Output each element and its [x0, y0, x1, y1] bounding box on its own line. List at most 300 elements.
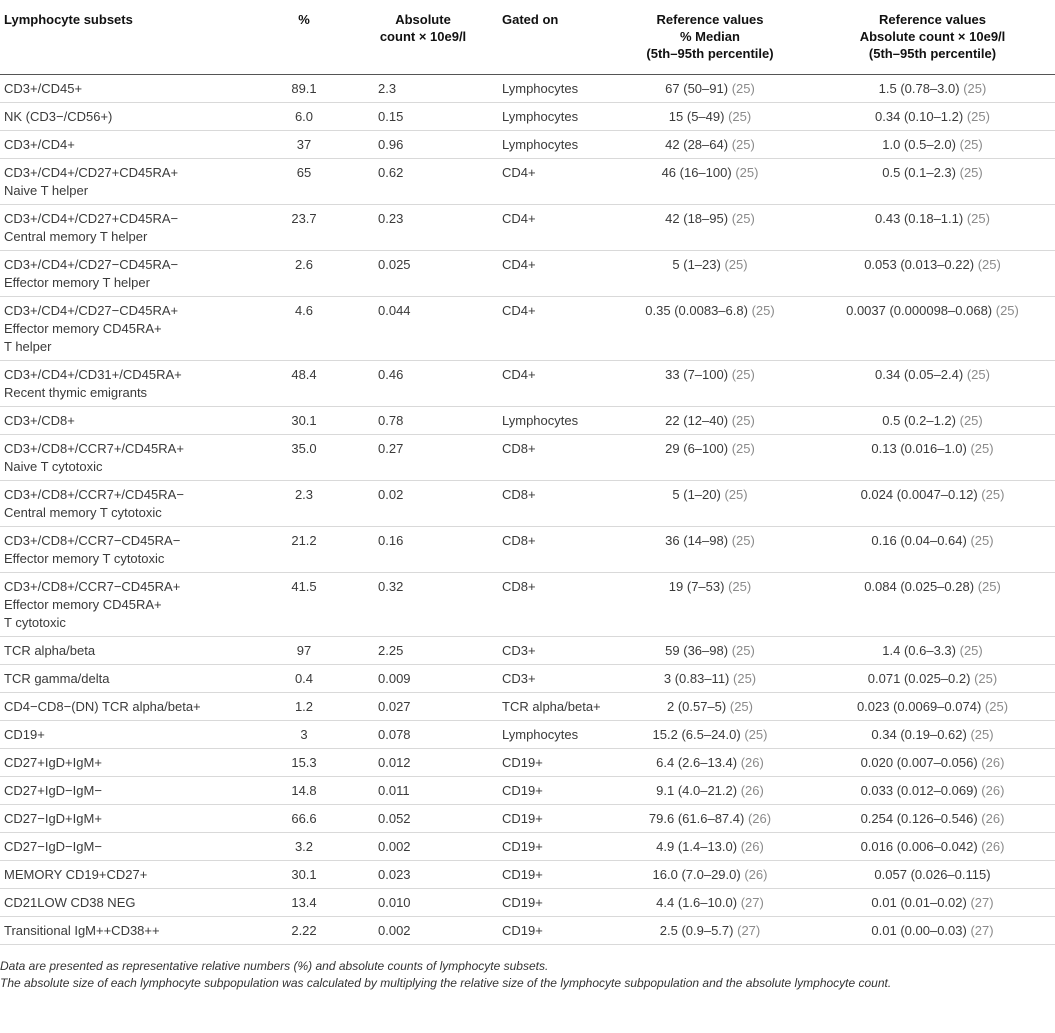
cell-absolute-count: 0.044	[378, 303, 411, 318]
citation-reference: (26)	[981, 755, 1005, 770]
subset-line: Central memory T helper	[4, 229, 148, 244]
cell-lymphocyte-subset	[0, 251, 260, 297]
cell-lymphocyte-subset	[0, 861, 260, 889]
cell-percent: 30.1	[291, 413, 317, 428]
cell-ref-absolute	[810, 573, 1055, 637]
citation-reference: (25)	[963, 81, 987, 96]
reference-value: 0.34 (0.19–0.62)	[871, 727, 967, 742]
subset-line: Effector memory T helper	[4, 275, 150, 290]
table-header-row	[0, 0, 1055, 75]
cell-lymphocyte-subset	[0, 573, 260, 637]
cell-gated-on: CD4+	[502, 211, 536, 226]
citation-reference: (26)	[740, 755, 764, 770]
cell-ref-absolute	[810, 721, 1055, 749]
header-ref-absolute-line1: Reference values	[879, 12, 986, 27]
subset-line: CD3+/CD4+/CD27−CD45RA−	[4, 257, 179, 272]
citation-reference: (26)	[981, 811, 1005, 826]
cell-lymphocyte-subset	[0, 665, 260, 693]
citation-reference: (25)	[977, 579, 1001, 594]
subset-line: Effector memory CD45RA+	[4, 597, 162, 612]
cell-ref-percent	[610, 637, 810, 665]
citation-reference: (25)	[724, 487, 748, 502]
cell-lymphocyte-subset	[0, 721, 260, 749]
subset-line: CD3+/CD8+/CCR7−CD45RA−	[4, 533, 181, 548]
citation-reference: (25)	[970, 727, 994, 742]
reference-value: 0.084 (0.025–0.28)	[864, 579, 975, 594]
cell-percent: 15.3	[291, 755, 317, 770]
citation-reference: (26)	[981, 783, 1005, 798]
subset-line: CD4−CD8−(DN) TCR alpha/beta+	[4, 699, 201, 714]
cell-absolute-count: 2.25	[378, 643, 404, 658]
header-lymphocyte-subsets: Lymphocyte subsets	[4, 12, 133, 27]
citation-reference: (25)	[959, 413, 983, 428]
cell-percent: 1.2	[294, 699, 314, 714]
reference-value: 3 (0.83–11)	[663, 671, 730, 686]
citation-reference: (25)	[729, 699, 753, 714]
cell-absolute-count: 0.052	[378, 811, 411, 826]
citation-reference: (27)	[970, 923, 994, 938]
cell-percent: 97	[296, 643, 312, 658]
reference-value: 0.43 (0.18–1.1)	[875, 211, 964, 226]
cell-ref-percent	[610, 805, 810, 833]
citation-reference: (25)	[731, 441, 755, 456]
table-row	[0, 573, 1055, 637]
footnote-1: Data are presented as representative relative numbers (%) and absolute counts of lymphocyte subsets.	[0, 959, 549, 973]
cell-absolute-count: 0.009	[378, 671, 411, 686]
cell-percent: 37	[296, 137, 312, 152]
cell-ref-absolute	[810, 665, 1055, 693]
cell-ref-absolute	[810, 749, 1055, 777]
cell-lymphocyte-subset	[0, 693, 260, 721]
cell-absolute-count: 0.23	[378, 211, 404, 226]
cell-percent: 4.6	[294, 303, 314, 318]
reference-value: 0.0037 (0.000098–0.068)	[846, 303, 993, 318]
subset-line: CD3+/CD4+/CD27−CD45RA+	[4, 303, 179, 318]
cell-gated-on: CD19+	[502, 783, 543, 798]
cell-percent: 2.3	[294, 487, 314, 502]
table-row	[0, 749, 1055, 777]
citation-reference: (25)	[984, 699, 1009, 714]
reference-value: 29 (6–100)	[665, 441, 729, 456]
citation-reference: (25)	[731, 413, 755, 428]
cell-percent: 66.6	[291, 811, 317, 826]
cell-ref-percent	[610, 251, 810, 297]
cell-percent: 3.2	[294, 839, 314, 854]
cell-ref-absolute	[810, 481, 1055, 527]
cell-percent: 14.8	[291, 783, 317, 798]
reference-value: 0.35 (0.0083–6.8)	[645, 303, 748, 318]
reference-value: 0.057 (0.026–0.115)	[874, 867, 991, 882]
citation-reference: (25)	[724, 257, 748, 272]
cell-gated-on: CD8+	[502, 441, 536, 456]
subset-line: Transitional IgM++CD38++	[4, 923, 160, 938]
subset-line: TCR alpha/beta	[4, 643, 96, 658]
cell-absolute-count: 0.78	[378, 413, 404, 428]
cell-ref-percent	[610, 749, 810, 777]
cell-ref-absolute	[810, 693, 1055, 721]
cell-lymphocyte-subset	[0, 777, 260, 805]
header-ref-percent	[610, 0, 810, 75]
cell-lymphocyte-subset	[0, 297, 260, 361]
cell-gated-on: CD8+	[502, 487, 536, 502]
subset-line: CD27−IgD−IgM−	[4, 839, 102, 854]
citation-reference: (25)	[751, 303, 775, 318]
reference-value: 42 (18–95)	[665, 211, 729, 226]
reference-value: 5 (1–23)	[672, 257, 721, 272]
cell-gated-on: Lymphocytes	[502, 81, 579, 96]
reference-value: 0.34 (0.05–2.4)	[875, 367, 964, 382]
cell-ref-absolute	[810, 861, 1055, 889]
table-footnotes	[0, 945, 1055, 992]
cell-gated-on: CD8+	[502, 579, 536, 594]
citation-reference: (26)	[744, 867, 768, 882]
cell-lymphocyte-subset	[0, 75, 260, 103]
cell-ref-absolute	[810, 131, 1055, 159]
citation-reference: (25)	[731, 367, 755, 382]
citation-reference: (27)	[970, 895, 994, 910]
cell-gated-on: CD19+	[502, 811, 543, 826]
table-row	[0, 833, 1055, 861]
cell-ref-percent	[610, 889, 810, 917]
citation-reference: (25)	[977, 257, 1001, 272]
citation-reference: (25)	[981, 487, 1005, 502]
cell-gated-on: Lymphocytes	[502, 727, 579, 742]
cell-absolute-count: 0.002	[378, 923, 411, 938]
subset-line: CD27+IgD−IgM−	[4, 783, 102, 798]
reference-value: 0.01 (0.00–0.03)	[871, 923, 967, 938]
cell-ref-percent	[610, 861, 810, 889]
cell-percent: 35.0	[291, 441, 317, 456]
subset-line: CD3+/CD8+/CCR7+/CD45RA+	[4, 441, 184, 456]
header-ref-percent-line1: Reference values	[656, 12, 764, 27]
subset-line: CD27−IgD+IgM+	[4, 811, 102, 826]
cell-absolute-count: 0.62	[378, 165, 404, 180]
cell-absolute-count: 0.010	[378, 895, 411, 910]
header-ref-percent-line2: % Median	[680, 29, 740, 44]
cell-ref-absolute	[810, 917, 1055, 945]
cell-lymphocyte-subset	[0, 435, 260, 481]
subset-line: T helper	[4, 339, 52, 354]
citation-reference: (25)	[970, 533, 994, 548]
cell-lymphocyte-subset	[0, 361, 260, 407]
cell-ref-absolute	[810, 435, 1055, 481]
citation-reference: (25)	[959, 643, 983, 658]
reference-value: 2 (0.57–5)	[666, 699, 727, 714]
cell-absolute-count: 0.011	[378, 783, 410, 798]
reference-value: 67 (50–91)	[665, 81, 729, 96]
cell-lymphocyte-subset	[0, 805, 260, 833]
cell-ref-percent	[610, 917, 810, 945]
cell-gated-on: CD8+	[502, 533, 536, 548]
cell-lymphocyte-subset	[0, 481, 260, 527]
cell-gated-on: CD3+	[502, 671, 536, 686]
table-row	[0, 205, 1055, 251]
reference-value: 5 (1–20)	[672, 487, 721, 502]
cell-percent: 48.4	[291, 367, 317, 382]
citation-reference: (25)	[970, 441, 994, 456]
table-row	[0, 103, 1055, 131]
cell-percent: 13.4	[291, 895, 317, 910]
table-row	[0, 251, 1055, 297]
cell-ref-absolute	[810, 637, 1055, 665]
table-row	[0, 917, 1055, 945]
cell-ref-absolute	[810, 805, 1055, 833]
citation-reference: (26)	[981, 839, 1005, 854]
subset-line: CD21LOW CD38 NEG	[4, 895, 136, 910]
cell-absolute-count: 0.012	[378, 755, 411, 770]
reference-value: 19 (7–53)	[668, 579, 725, 594]
header-absolute-line1: Absolute	[395, 12, 451, 27]
header-absolute-count	[348, 0, 498, 75]
subset-line: Central memory T cytotoxic	[4, 505, 162, 520]
cell-lymphocyte-subset	[0, 131, 260, 159]
cell-ref-percent	[610, 481, 810, 527]
reference-value: 6.4 (2.6–13.4)	[656, 755, 738, 770]
reference-value: 0.5 (0.1–2.3)	[882, 165, 956, 180]
cell-ref-percent	[610, 159, 810, 205]
cell-lymphocyte-subset	[0, 159, 260, 205]
citation-reference: (25)	[966, 367, 990, 382]
citation-reference: (25)	[735, 165, 759, 180]
reference-value: 0.5 (0.2–1.2)	[882, 413, 956, 428]
subset-line: Recent thymic emigrants	[4, 385, 148, 400]
cell-absolute-count: 0.02	[378, 487, 404, 502]
citation-reference: (25)	[974, 671, 998, 686]
table-row	[0, 527, 1055, 573]
citation-reference: (25)	[731, 81, 755, 96]
reference-value: 4.4 (1.6–10.0)	[656, 895, 738, 910]
reference-value: 0.053 (0.013–0.22)	[864, 257, 975, 272]
cell-lymphocyte-subset	[0, 917, 260, 945]
cell-ref-percent	[610, 205, 810, 251]
cell-ref-absolute	[810, 159, 1055, 205]
cell-percent: 65	[296, 165, 312, 180]
cell-gated-on: CD19+	[502, 923, 543, 938]
header-percent: %	[298, 12, 310, 27]
reference-value: 0.020 (0.007–0.056)	[860, 755, 978, 770]
cell-absolute-count: 0.078	[378, 727, 411, 742]
reference-value: 33 (7–100)	[665, 367, 729, 382]
citation-reference: (25)	[995, 303, 1019, 318]
subset-line: MEMORY CD19+CD27+	[4, 867, 148, 882]
subset-line: Naive T helper	[4, 183, 89, 198]
cell-gated-on: CD19+	[502, 867, 543, 882]
table-body	[0, 75, 1055, 945]
cell-gated-on: TCR alpha/beta+	[502, 699, 601, 714]
cell-percent: 30.1	[291, 867, 317, 882]
reference-value: 15.2 (6.5–24.0)	[652, 727, 741, 742]
citation-reference: (25)	[728, 109, 752, 124]
reference-value: 0.024 (0.0047–0.12)	[860, 487, 978, 502]
reference-value: 0.254 (0.126–0.546)	[860, 811, 978, 826]
reference-value: 15 (5–49)	[668, 109, 725, 124]
table-row	[0, 805, 1055, 833]
table-row	[0, 665, 1055, 693]
citation-reference: (26)	[740, 839, 764, 854]
cell-absolute-count: 0.027	[378, 699, 411, 714]
cell-lymphocyte-subset	[0, 889, 260, 917]
cell-ref-percent	[610, 407, 810, 435]
cell-ref-absolute	[810, 297, 1055, 361]
cell-ref-percent	[610, 665, 810, 693]
citation-reference: (25)	[733, 671, 757, 686]
subset-line: Effector memory T cytotoxic	[4, 551, 165, 566]
cell-ref-absolute	[810, 205, 1055, 251]
table-row	[0, 637, 1055, 665]
reference-value: 0.16 (0.04–0.64)	[871, 533, 967, 548]
reference-value: 0.016 (0.006–0.042)	[860, 839, 978, 854]
reference-value: 0.13 (0.016–1.0)	[871, 441, 967, 456]
cell-gated-on: CD4+	[502, 367, 536, 382]
citation-reference: (25)	[966, 109, 990, 124]
reference-value: 2.5 (0.9–5.7)	[659, 923, 734, 938]
cell-gated-on: CD4+	[502, 303, 536, 318]
subset-line: NK (CD3−/CD56+)	[4, 109, 113, 124]
reference-value: 46 (16–100)	[661, 165, 732, 180]
table-row	[0, 721, 1055, 749]
cell-ref-absolute	[810, 251, 1055, 297]
footnote-2: The absolute size of each lymphocyte subpopulation was calculated by multiplying the relative size of the lymphocyte subpopulation and the absolute lymphocyte count.	[0, 976, 892, 990]
cell-gated-on: CD19+	[502, 755, 543, 770]
cell-gated-on: CD4+	[502, 257, 536, 272]
cell-lymphocyte-subset	[0, 749, 260, 777]
table-row	[0, 407, 1055, 435]
table-row	[0, 481, 1055, 527]
reference-value: 9.1 (4.0–21.2)	[656, 783, 738, 798]
citation-reference: (25)	[959, 165, 983, 180]
cell-gated-on: CD3+	[502, 643, 536, 658]
cell-absolute-count: 0.27	[378, 441, 404, 456]
cell-ref-absolute	[810, 75, 1055, 103]
cell-ref-percent	[610, 103, 810, 131]
subset-line: Naive T cytotoxic	[4, 459, 103, 474]
cell-ref-percent	[610, 361, 810, 407]
cell-lymphocyte-subset	[0, 103, 260, 131]
cell-gated-on: CD19+	[502, 895, 543, 910]
cell-ref-absolute	[810, 407, 1055, 435]
table-row	[0, 435, 1055, 481]
citation-reference: (25)	[731, 211, 755, 226]
citation-reference: (25)	[728, 579, 752, 594]
cell-lymphocyte-subset	[0, 833, 260, 861]
reference-value: 0.34 (0.10–1.2)	[875, 109, 964, 124]
cell-lymphocyte-subset	[0, 205, 260, 251]
cell-absolute-count: 0.46	[378, 367, 404, 382]
cell-ref-absolute	[810, 103, 1055, 131]
subset-line: CD3+/CD8+/CCR7+/CD45RA−	[4, 487, 184, 502]
cell-ref-percent	[610, 721, 810, 749]
reference-value: 42 (28–64)	[665, 137, 729, 152]
subset-line: CD27+IgD+IgM+	[4, 755, 102, 770]
reference-value: 22 (12–40)	[665, 413, 729, 428]
cell-absolute-count: 0.15	[378, 109, 404, 124]
cell-absolute-count: 2.3	[378, 81, 397, 96]
cell-gated-on: CD19+	[502, 839, 543, 854]
subset-line: Effector memory CD45RA+	[4, 321, 162, 336]
cell-ref-percent	[610, 833, 810, 861]
header-ref-absolute-line3: (5th–95th percentile)	[868, 46, 997, 61]
cell-percent: 2.22	[291, 923, 317, 938]
cell-absolute-count: 0.025	[378, 257, 411, 272]
subset-line: CD3+/CD8+	[4, 413, 75, 428]
table-row	[0, 693, 1055, 721]
subset-line: T cytotoxic	[4, 615, 66, 630]
table-row	[0, 361, 1055, 407]
cell-ref-percent	[610, 435, 810, 481]
reference-value: 59 (36–98)	[665, 643, 729, 658]
cell-gated-on: CD4+	[502, 165, 536, 180]
subset-line: CD19+	[4, 727, 45, 742]
cell-lymphocyte-subset	[0, 407, 260, 435]
subset-line: CD3+/CD4+/CD31+/CD45RA+	[4, 367, 182, 382]
citation-reference: (25)	[731, 643, 755, 658]
cell-gated-on: Lymphocytes	[502, 109, 579, 124]
cell-ref-percent	[610, 527, 810, 573]
cell-absolute-count: 0.96	[378, 137, 404, 152]
reference-value: 0.071 (0.025–0.2)	[867, 671, 971, 686]
cell-absolute-count: 0.002	[378, 839, 411, 854]
citation-reference: (25)	[959, 137, 983, 152]
table-row	[0, 297, 1055, 361]
cell-ref-percent	[610, 777, 810, 805]
citation-reference: (26)	[747, 811, 772, 826]
citation-reference: (25)	[744, 727, 768, 742]
subset-line: CD3+/CD4+	[4, 137, 75, 152]
cell-ref-absolute	[810, 889, 1055, 917]
subset-line: TCR gamma/delta	[4, 671, 110, 686]
citation-reference: (25)	[966, 211, 990, 226]
subset-line: CD3+/CD45+	[4, 81, 83, 96]
cell-absolute-count: 0.32	[378, 579, 404, 594]
cell-percent: 2.6	[294, 257, 314, 272]
cell-percent: 6.0	[294, 109, 314, 124]
reference-value: 16.0 (7.0–29.0)	[652, 867, 741, 882]
reference-value: 0.01 (0.01–0.02)	[871, 895, 967, 910]
table-row	[0, 861, 1055, 889]
table-row	[0, 75, 1055, 103]
reference-value: 1.0 (0.5–2.0)	[882, 137, 956, 152]
cell-gated-on: Lymphocytes	[502, 413, 579, 428]
cell-ref-absolute	[810, 777, 1055, 805]
cell-percent: 41.5	[291, 579, 317, 594]
subset-line: CD3+/CD4+/CD27+CD45RA−	[4, 211, 179, 226]
cell-gated-on: Lymphocytes	[502, 137, 579, 152]
cell-ref-percent	[610, 693, 810, 721]
cell-ref-percent	[610, 297, 810, 361]
cell-ref-percent	[610, 131, 810, 159]
reference-value: 1.4 (0.6–3.3)	[882, 643, 956, 658]
cell-absolute-count: 0.16	[378, 533, 404, 548]
cell-ref-absolute	[810, 527, 1055, 573]
citation-reference: (25)	[731, 533, 755, 548]
cell-percent: 23.7	[291, 211, 317, 226]
cell-ref-absolute	[810, 833, 1055, 861]
header-ref-percent-line3: (5th–95th percentile)	[646, 46, 774, 61]
table-row	[0, 131, 1055, 159]
cell-percent: 3	[300, 727, 308, 742]
header-ref-absolute-line2: Absolute count × 10e9/l	[859, 29, 1006, 44]
subset-line: CD3+/CD8+/CCR7−CD45RA+	[4, 579, 181, 594]
header-ref-absolute	[810, 0, 1055, 75]
reference-value: 1.5 (0.78–3.0)	[878, 81, 960, 96]
cell-ref-percent	[610, 75, 810, 103]
cell-lymphocyte-subset	[0, 637, 260, 665]
citation-reference: (25)	[731, 137, 755, 152]
reference-value: 0.033 (0.012–0.069)	[860, 783, 978, 798]
cell-lymphocyte-subset	[0, 527, 260, 573]
cell-absolute-count: 0.023	[378, 867, 411, 882]
table-row	[0, 777, 1055, 805]
